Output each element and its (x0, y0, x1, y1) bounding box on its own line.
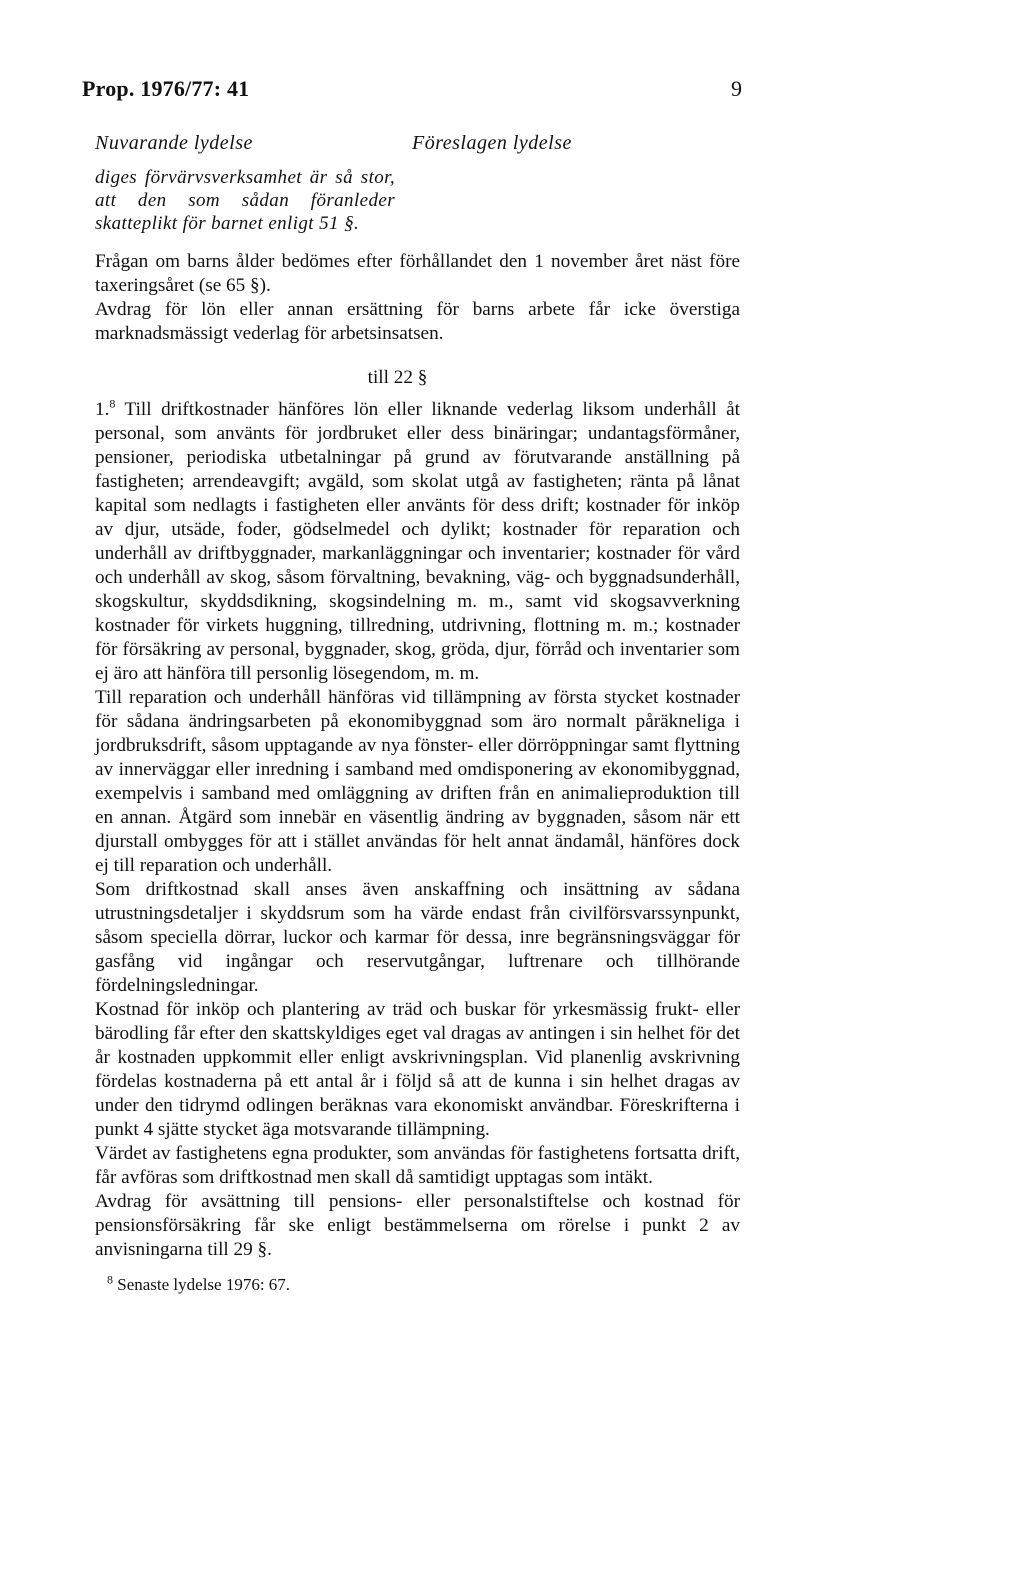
intro-paragraph: Avdrag för lön eller annan ersättning för barns arbete får icke överstiga marknadsmässigt vederlag för arbetsinsatsen. (95, 299, 740, 344)
footnote-reference: 8 (109, 396, 116, 411)
body-paragraph: Avdrag för avsättning till pensions- eller personalstiftelse och kostnad för pensionsförsäkring får ske enligt bestämmelserna om rörelse i punkt 2 av anvisningarna till 29 §. (95, 1191, 740, 1260)
footnote-text: Senaste lydelse 1976: 67. (117, 1275, 291, 1294)
page-number: 9 (731, 76, 742, 101)
point-number: 1. (95, 399, 110, 420)
body-paragraph: Kostnad för inköp och plantering av träd och buskar för yrkesmässig frukt- eller bärodling får efter den skattskyldiges eget val dragas av antingen i sin helhet för det år kostnaden uppkommit eller enligt avskrivningsplan. Vid planenlig avskrivning fördelas kostnaderna på ett antal år i följd så att de kunna i sin helhet dragas av under den tidrymd odlingen beräknas vara ekonomiskt användbar. Föreskrifterna i punkt 4 sjätte stycket äga motsvarande tillämpning. (95, 999, 740, 1140)
main-text (95, 250, 740, 1296)
body-paragraph: Värdet av fastighetens egna produkter, som användas för fastighetens fortsatta drift, får avföras som driftkostnad men skall då samtidigt upptagas som intäkt. (95, 1143, 740, 1188)
footnote (107, 1274, 740, 1296)
intro-paragraph: Frågan om barns ålder bedömes efter förhållandet den 1 november året näst före taxeringsåret (se 65 §). (95, 251, 740, 296)
body-paragraph: Till driftkostnader hänföres lön eller liknande vederlag liksom underhåll åt personal, som använts för jordbruket eller dess binäringar; undantagsförmåner, pensioner, periodiska utbetalningar på grund av förutvarande anställning på fastigheten; arrendeavgift; avgäld, som skolat utgå av fastigheten; ränta på lånat kapital som nedlagts i fastigheten eller använts för dess drift; kostnader för inköp av djur, utsäde, foder, gödselmedel och dylikt; kostnader för reparation och underhåll av driftbyggnader, markanläggningar och inventarier; kostnader för vård och underhåll av skog, såsom förvaltning, bevakning, väg- och byggnadsunderhåll, skogskultur, skyddsdikning, skogsindelning m. m., samt vid skogsavverkning kostnader för virkets huggning, tillredning, utdrivning, flottning m. m.; kostnader för försäkring av personal, byggnader, skog, gröda, djur, förråd och inventarier som ej äro att hänföra till personlig lösegendom, m. m. (95, 399, 741, 684)
body-paragraph: Till reparation och underhåll hänföras vid tillämpning av första stycket kostnader för sådana ändringsarbeten på ekonomibyggnad som äro normalt påräkneliga i jordbruksdrift, såsom upptagande av nya fönster- eller dörröppningar samt flyttning av innerväggar eller inredning i samband med omdisponering av ekonomibyggnad, exempelvis i samband med omläggning av driften från en animalieproduktion till en annan. Åtgärd som innebär en väsentlig ändring av byggnaden, såsom när ett djurstall ombygges för att i stället användas för helt annat ändamål, hänföres dock ej till reparation och underhåll. (95, 687, 740, 876)
proposed-wording-heading: Föreslagen lydelse (412, 132, 572, 154)
section-title: till 22 § (367, 367, 428, 388)
footnote-mark: 8 (107, 1272, 113, 1287)
proposition-reference: Prop. 1976/77: 41 (82, 76, 250, 101)
point-paragraph (95, 398, 740, 686)
page-header (82, 76, 742, 102)
current-wording-heading: Nuvarande lydelse (95, 132, 253, 154)
current-wording-text: diges förvärvsverksamhet är så stor, att den som sådan föranleder skatteplikt för barnet enligt 51 §. (95, 167, 395, 234)
body-paragraph: Som driftkostnad skall anses även anskaffning och insättning av sådana utrustningsdetaljer i skyddsrum som ha värde endast från civilförsvarssynpunkt, såsom speciella dörrar, luckor och karmar för dessa, inre begränsningsväggar för gasfång vid ingångar och reservutgångar, luftrenare och tillhörande fördelningsledningar. (95, 879, 740, 996)
